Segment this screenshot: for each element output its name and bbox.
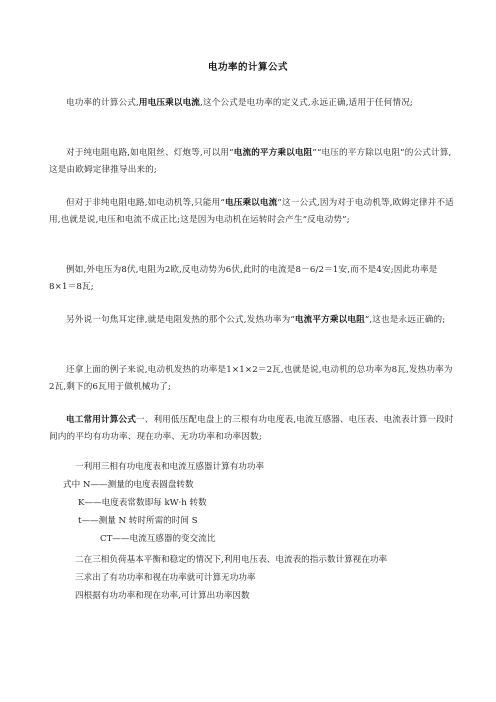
page-title: 电功率的计算公式 [207,62,288,73]
formula-line-2: 式中 N——测量的电度表圆盘转数 [63,480,194,490]
paragraph-text: ,这个公式是电功率的定义式,永远正确,适用于任何情况; [200,98,413,108]
bold-phrase: 电压乘以电流 [224,198,278,208]
paragraph-text: 电功率的计算公式, [66,98,139,108]
paragraph-text: 但对于非纯电阻电路,如电动机等,只能用“ [66,198,225,208]
paragraph-text: 例如,外电压为8伏,电阻为2欧,反电动势为6伏,此时的电流是8－6/2＝1安,而不是4安;因此功率是8×1＝8瓦; [49,265,438,292]
section-heading: 电工常用计算公式 [66,415,136,425]
formula-line-4: t——测量 N 转时所需的时间 S [78,516,198,526]
paragraph-text: ”这一公式,因为对于电动机等,欧姆定律并不适用,也就是说,电压和电流不成正比;这是因为电动机在运转时会产生“反电动势”; [49,198,454,225]
formula-line-7: 三求出了有功功率和视在功率就可计算无功功率 [75,573,256,583]
paragraph-common-formulas [49,412,454,446]
paragraph-example [49,262,454,296]
formula-line-1: 一利用三相有功电度表和电流互感器计算有功功率 [75,462,265,472]
formula-line-3: K——电度表常数即每 kW·h 转数 [78,498,207,508]
paragraph-non-pure-resistance [49,195,454,229]
paragraph-definition [49,95,454,112]
paragraph-text: ”“电压的平方除以电阻”的公式计算,这是由欧姆定律推导出来的; [49,148,452,175]
paragraph-text: 对于纯电阻电路,如电阻丝、灯炮等,可以用“ [66,148,234,158]
paragraph-text: ”,这也是永远正确的; [364,315,446,325]
paragraph-text: 一、利用低压配电盘上的三根有功电度表,电流互感器、电压表、电流表计算一段时间内的平均有功功率、现在功率、无功功率和功率因数; [49,415,454,442]
paragraph-motor-power [49,362,454,396]
paragraph-pure-resistance [49,145,454,179]
formula-line-6: 二在三相负荷基本平衡和稳定的情况下,利用电压表、电流表的指示数计算视在功率 [75,555,388,565]
paragraph-text: 另外说一句焦耳定律,就是电阻发热的那个公式,发热功率为“ [66,315,295,325]
paragraph-text: 还拿上面的例子来说,电动机发热的功率是1×1×2＝2瓦,也就是说,电动机的总功率为8瓦,发热功率为2瓦,剩下的6瓦用于做机械功了; [49,365,453,392]
formula-line-8: 四根据有功功率和现在功率,可计算出功率因数 [75,591,250,601]
bold-phrase: 电流的平方乘以电阻 [233,148,313,158]
formula-line-5: CT——电流互感器的变交流比 [100,534,216,544]
bold-phrase: 电流平方乘以电阻 [294,315,365,325]
paragraph-joule-law [49,312,454,329]
bold-phrase: 用电压乘以电流 [138,98,201,108]
